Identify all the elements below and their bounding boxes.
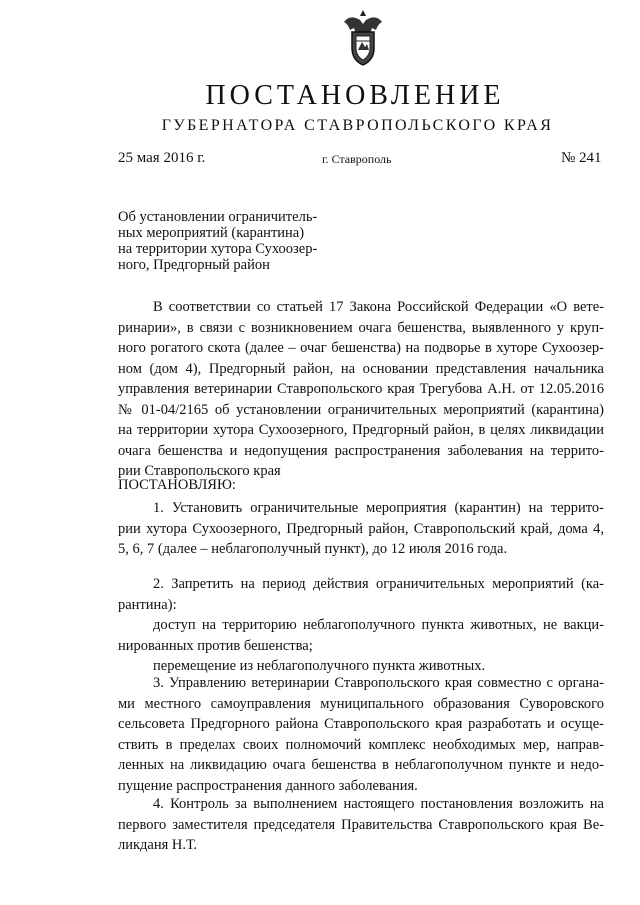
decree-word-text: ПОСТАНОВЛЯЮ: (118, 477, 236, 493)
item-2-paragraph (118, 574, 604, 677)
preamble-line: В соответствии со статьей 17 Закона Российской Федерации «О вете- (153, 299, 604, 315)
preamble-line: ринарии», в связи с возникновением очага бешенства, выявленного у круп- (118, 319, 604, 336)
item-line: первого заместителя председателя Правительства Ставропольского края Ве- (118, 816, 604, 833)
item-line: ствить в пределах своих полномочий комплекс необходимых мер, направ- (118, 736, 604, 753)
document-city: г. Ставрополь (322, 152, 392, 166)
item-line: нированных против бешенства; (118, 637, 313, 654)
item-line: пущение распространения данного заболевания. (118, 777, 418, 794)
document-title: ПОСТАНОВЛЕНИЕ (205, 80, 505, 111)
preamble-line: ном (дом 4), Предгорный район, на основании представления начальника (118, 360, 604, 377)
item-line: 4. Контроль за выполнением настоящего постановления возложить на (153, 796, 604, 812)
preamble-line: очага бешенства и недопущения распространения заболевания на террито- (118, 442, 604, 459)
item-4-paragraph (118, 794, 604, 856)
preamble-paragraph (118, 297, 604, 482)
subject-line: ных мероприятий (карантина) (118, 225, 305, 241)
preamble-line: на территории хутора Сухоозерного, Предгорный район, в целях ликвидации (118, 422, 604, 438)
item-1-paragraph (118, 498, 604, 560)
decree-word (118, 475, 604, 496)
item-line: ленных на ликвидацию очага бешенства в неблагополучном пункте и недо- (118, 757, 604, 773)
item-line: рантина): (118, 596, 177, 613)
document-subject (118, 209, 358, 273)
item-line: 2. Запретить на период действия ограничительных мероприятий (ка- (153, 576, 604, 592)
document-date: 25 мая 2016 г. (118, 150, 206, 166)
subject-line: ного, Предгорный район (118, 257, 270, 273)
preamble-line: № 01-04/2165 об установлении ограничительных мероприятий (карантина) (118, 401, 604, 418)
document-issuer: ГУБЕРНАТОРА СТАВРОПОЛЬСКОГО КРАЯ (161, 117, 554, 134)
item-3-paragraph (118, 673, 604, 796)
document-number: № 241 (561, 150, 602, 166)
item-line: ми местного самоуправления муниципального образования Суворовского (118, 695, 604, 712)
item-line: перемещение из неблагополучного пункта животных. (153, 658, 486, 674)
preamble-line: рии Ставропольского края (118, 463, 281, 479)
item-line: 1. Установить ограничительные мероприятия (карантин) на террито- (153, 500, 604, 516)
preamble-line: управления ветеринарии Ставропольского края Трегубова А.Н. от 12.05.2016 (118, 381, 604, 397)
item-line: ликданя Н.Т. (118, 837, 198, 853)
item-line: доступ на территорию неблагополучного пункта животных, не вакци- (153, 617, 604, 633)
item-line: сельсовета Предгорного района Ставропольского края разработать и осуще- (118, 716, 604, 732)
item-line: 5, 6, 7 (далее – неблагополучный пункт), до 12 июля 2016 года. (118, 541, 508, 557)
preamble-line: ного рогатого скота (далее – очаг бешенства) на подворье в хуторе Сухоозер- (118, 340, 604, 356)
subject-line: на территории хутора Сухоозер- (118, 241, 318, 257)
item-line: 3. Управлению ветеринарии Ставропольского края совместно с органа- (153, 675, 604, 691)
item-line: рии хутора Сухоозерного, Предгорный район, Ставропольский край, дома 4, (118, 520, 604, 537)
coat-of-arms-icon (338, 8, 388, 68)
subject-line: Об установлении ограничитель- (118, 209, 318, 225)
